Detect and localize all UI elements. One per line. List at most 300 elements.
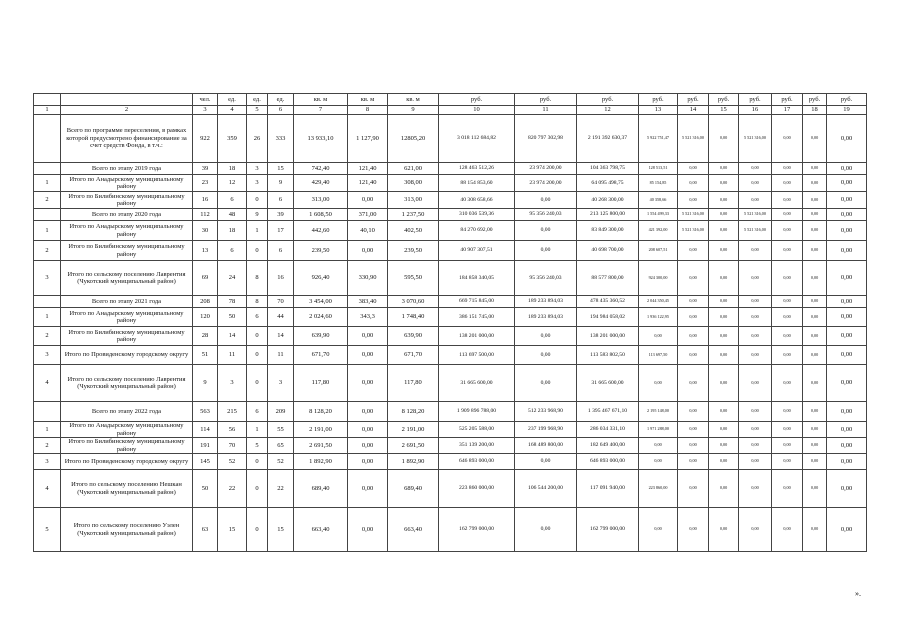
row-number-cell: 1 (34, 175, 61, 192)
value-cell: 0,00 (739, 296, 772, 308)
value-cell: 182 649 400,00 (577, 438, 639, 454)
value-cell: 0,00 (772, 115, 803, 163)
value-cell: 0,00 (348, 192, 388, 209)
value-cell: 0,00 (827, 438, 867, 454)
table-row (34, 241, 867, 261)
row-name-cell: Всего по этапу 2021 года (61, 296, 193, 308)
value-cell: 1 395 467 671,10 (577, 402, 639, 422)
unit-cell: руб. (439, 94, 515, 106)
row-number-cell (34, 296, 61, 308)
value-cell: 24 (218, 261, 247, 296)
value-cell: 6 (268, 241, 294, 261)
value-cell: 0,00 (803, 192, 827, 209)
value-cell: 671,70 (388, 346, 439, 365)
value-cell: 85 154,85 (639, 175, 678, 192)
value-cell: 0 (247, 192, 268, 209)
value-cell: 0,00 (348, 508, 388, 552)
value-cell: 13 933,10 (294, 115, 348, 163)
value-cell: 286 034 331,10 (577, 422, 639, 438)
row-name-cell: Всего по этапу 2019 года (61, 163, 193, 175)
value-cell: 0 (247, 327, 268, 346)
value-cell: 112 (193, 209, 218, 221)
value-cell: 0,00 (739, 261, 772, 296)
value-cell: 70 (268, 296, 294, 308)
value-cell: 31 665 600,00 (439, 365, 515, 402)
value-cell: 0,00 (709, 221, 739, 241)
value-cell: 0,00 (772, 163, 803, 175)
value-cell: 383,40 (348, 296, 388, 308)
value-cell: 40 907 307,51 (439, 241, 515, 261)
value-cell: 0,00 (827, 261, 867, 296)
value-cell: 63 (193, 508, 218, 552)
unit-cell (34, 94, 61, 106)
row-number-cell: 4 (34, 470, 61, 508)
unit-cell: руб. (827, 94, 867, 106)
value-cell: 0,00 (709, 209, 739, 221)
value-cell: 3 (247, 163, 268, 175)
table-row (34, 327, 867, 346)
row-number-cell: 3 (34, 346, 61, 365)
value-cell: 0,00 (348, 454, 388, 470)
value-cell: 1 (247, 221, 268, 241)
value-cell: 0,00 (678, 241, 709, 261)
value-cell: 191 (193, 438, 218, 454)
row-number-cell: 4 (34, 365, 61, 402)
row-name-cell: Итого по Анадырскому муниципальному району (61, 175, 193, 192)
value-cell: 0,00 (827, 365, 867, 402)
value-cell: 0 (247, 346, 268, 365)
table-row (34, 346, 867, 365)
value-cell: 663,40 (294, 508, 348, 552)
value-cell: 0,00 (772, 365, 803, 402)
value-cell: 15 (268, 163, 294, 175)
value-cell: 2 191,00 (388, 422, 439, 438)
value-cell: 0,00 (709, 327, 739, 346)
value-cell: 40 698 700,00 (577, 241, 639, 261)
table-row (34, 308, 867, 327)
value-cell: 0 (247, 454, 268, 470)
value-cell: 14 (218, 327, 247, 346)
value-cell: 0,00 (709, 163, 739, 175)
value-cell: 0,00 (639, 438, 678, 454)
value-cell: 0,00 (739, 454, 772, 470)
value-cell: 0,00 (827, 296, 867, 308)
table-row (34, 115, 867, 163)
value-cell: 5 521 316,00 (739, 209, 772, 221)
value-cell: 121,40 (348, 163, 388, 175)
value-cell: 926,40 (294, 261, 348, 296)
value-cell: 0,00 (803, 163, 827, 175)
value-cell: 83 849 300,00 (577, 221, 639, 241)
value-cell: 0,00 (772, 209, 803, 221)
value-cell: 0,00 (709, 454, 739, 470)
value-cell: 30 (193, 221, 218, 241)
value-cell: 18 (218, 221, 247, 241)
value-cell: 3 454,00 (294, 296, 348, 308)
value-cell: 117,80 (388, 365, 439, 402)
column-number-cell: 8 (348, 106, 388, 115)
value-cell: 16 (193, 192, 218, 209)
value-cell: 239,50 (294, 241, 348, 261)
value-cell: 0,00 (678, 365, 709, 402)
column-number-cell: 16 (739, 106, 772, 115)
value-cell: 189 233 894,03 (515, 308, 577, 327)
value-cell: 113 697 500,00 (439, 346, 515, 365)
value-cell: 669 715 845,00 (439, 296, 515, 308)
value-cell: 3 018 112 684,82 (439, 115, 515, 163)
value-cell: 442,60 (294, 221, 348, 241)
value-cell: 924 300,00 (639, 261, 678, 296)
unit-cell: руб. (678, 94, 709, 106)
value-cell: 0,00 (803, 346, 827, 365)
value-cell: 0,00 (348, 438, 388, 454)
value-cell: 26 (247, 115, 268, 163)
value-cell: 50 (193, 470, 218, 508)
value-cell: 563 (193, 402, 218, 422)
value-cell: 0,00 (678, 346, 709, 365)
value-cell: 0,00 (709, 365, 739, 402)
value-cell: 0,00 (678, 296, 709, 308)
value-cell: 0,00 (709, 402, 739, 422)
value-cell: 0 (247, 470, 268, 508)
value-cell: 106 544 200,00 (515, 470, 577, 508)
table-row (34, 192, 867, 209)
value-cell: 40 308 658,66 (439, 192, 515, 209)
value-cell: 2 195 148,00 (639, 402, 678, 422)
value-cell: 0,00 (709, 175, 739, 192)
value-cell: 0,00 (515, 327, 577, 346)
row-number-cell: 1 (34, 308, 61, 327)
value-cell: 2 024,60 (294, 308, 348, 327)
value-cell: 0,00 (348, 346, 388, 365)
value-cell: 1 892,90 (388, 454, 439, 470)
value-cell: 64 095 498,75 (577, 175, 639, 192)
value-cell: 0,00 (739, 327, 772, 346)
value-cell: 0,00 (515, 346, 577, 365)
table-row (34, 422, 867, 438)
value-cell: 3 (218, 365, 247, 402)
value-cell: 5 521 316,00 (678, 221, 709, 241)
value-cell: 0,00 (739, 192, 772, 209)
value-cell: 0,00 (678, 438, 709, 454)
value-cell: 0,00 (515, 508, 577, 552)
value-cell: 65 (268, 438, 294, 454)
value-cell: 117,80 (294, 365, 348, 402)
row-name-cell: Итого по Билибинскому муниципальному району (61, 327, 193, 346)
column-number-cell: 15 (709, 106, 739, 115)
value-cell: 0,00 (348, 365, 388, 402)
value-cell: 51 (193, 346, 218, 365)
value-cell: 0,00 (678, 470, 709, 508)
value-cell: 113 583 802,50 (577, 346, 639, 365)
value-cell: 5 (247, 438, 268, 454)
value-cell: 0,00 (678, 454, 709, 470)
column-number-cell: 5 (247, 106, 268, 115)
row-number-cell: 2 (34, 241, 61, 261)
value-cell: 512 233 968,90 (515, 402, 577, 422)
value-cell: 0,00 (348, 422, 388, 438)
table-body (34, 94, 867, 552)
value-cell: 55 (268, 422, 294, 438)
table-row (34, 438, 867, 454)
value-cell: 0,00 (803, 175, 827, 192)
column-number-row (34, 106, 867, 115)
value-cell: 128 513,51 (639, 163, 678, 175)
value-cell: 2 044 350,45 (639, 296, 678, 308)
value-cell: 0,00 (348, 402, 388, 422)
value-cell: 8 (247, 261, 268, 296)
unit-cell: руб. (772, 94, 803, 106)
value-cell: 0,00 (709, 508, 739, 552)
value-cell: 639,90 (388, 327, 439, 346)
value-cell: 0,00 (772, 327, 803, 346)
value-cell: 0,00 (803, 454, 827, 470)
value-cell: 0,00 (803, 115, 827, 163)
value-cell: 23 974 200,00 (515, 175, 577, 192)
value-cell: 2 191 392 630,37 (577, 115, 639, 163)
row-number-cell: 3 (34, 454, 61, 470)
value-cell: 0,00 (739, 308, 772, 327)
value-cell: 0,00 (709, 308, 739, 327)
value-cell: 56 (218, 422, 247, 438)
value-cell: 113 697,50 (639, 346, 678, 365)
value-cell: 22 (218, 470, 247, 508)
unit-cell: ед. (218, 94, 247, 106)
value-cell: 95 356 240,03 (515, 261, 577, 296)
value-cell: 2 691,50 (388, 438, 439, 454)
row-number-cell: 2 (34, 327, 61, 346)
value-cell: 0,00 (515, 454, 577, 470)
value-cell: 95 356 240,03 (515, 209, 577, 221)
value-cell: 0,00 (772, 241, 803, 261)
unit-cell: руб. (577, 94, 639, 106)
column-number-cell: 6 (268, 106, 294, 115)
closing-quote-mark: ». (855, 589, 861, 598)
unit-cell: кв. м (348, 94, 388, 106)
column-number-cell: 13 (639, 106, 678, 115)
value-cell: 5 521 316,00 (739, 115, 772, 163)
value-cell: 5 521 316,00 (678, 209, 709, 221)
value-cell: 0,00 (827, 241, 867, 261)
value-cell: 0,00 (827, 308, 867, 327)
row-name-cell: Итого по сельскому поселению Уэлен (Чукотский муниципальный район) (61, 508, 193, 552)
row-number-cell: 1 (34, 221, 61, 241)
value-cell: 209 (268, 402, 294, 422)
value-cell: 9 (268, 175, 294, 192)
value-cell: 0,00 (803, 508, 827, 552)
value-cell: 23 (193, 175, 218, 192)
table-row (34, 209, 867, 221)
value-cell: 0,00 (827, 470, 867, 508)
value-cell: 0,00 (772, 470, 803, 508)
unit-cell: руб. (739, 94, 772, 106)
value-cell: 0,00 (348, 470, 388, 508)
value-cell: 0,00 (803, 365, 827, 402)
value-cell: 0,00 (709, 346, 739, 365)
value-cell: 0,00 (678, 422, 709, 438)
value-cell: 0,00 (639, 508, 678, 552)
value-cell: 0,00 (827, 209, 867, 221)
column-number-cell: 9 (388, 106, 439, 115)
value-cell: 138 201 000,00 (439, 327, 515, 346)
row-name-cell: Итого по Билибинскому муниципальному району (61, 438, 193, 454)
value-cell: 0,00 (827, 221, 867, 241)
column-number-cell: 12 (577, 106, 639, 115)
value-cell: 313,00 (294, 192, 348, 209)
value-cell: 0,00 (709, 422, 739, 438)
column-number-cell: 17 (772, 106, 803, 115)
value-cell: 6 (268, 192, 294, 209)
value-cell: 0,00 (678, 163, 709, 175)
value-cell: 1 608,50 (294, 209, 348, 221)
table-row (34, 261, 867, 296)
value-cell: 0,00 (772, 221, 803, 241)
value-cell: 639,90 (294, 327, 348, 346)
value-cell: 1 127,90 (348, 115, 388, 163)
value-cell: 0,00 (639, 327, 678, 346)
table-row (34, 402, 867, 422)
value-cell: 13 (193, 241, 218, 261)
table-row (34, 175, 867, 192)
value-cell: 429,40 (294, 175, 348, 192)
value-cell: 28 (193, 327, 218, 346)
row-name-cell: Всего по программе переселения, в рамках которой предусмотрено финансирование за счет средств Фонда, в т.ч.: (61, 115, 193, 163)
value-cell: 0,00 (827, 163, 867, 175)
value-cell: 333 (268, 115, 294, 163)
value-cell: 0,00 (772, 296, 803, 308)
value-cell: 6 (247, 308, 268, 327)
value-cell: 11 (218, 346, 247, 365)
value-cell: 0,00 (709, 192, 739, 209)
value-cell: 0,00 (827, 508, 867, 552)
value-cell: 18 (218, 163, 247, 175)
value-cell: 84 270 692,00 (439, 221, 515, 241)
unit-cell (61, 94, 193, 106)
value-cell: 0 (247, 508, 268, 552)
value-cell: 69 (193, 261, 218, 296)
value-cell: 1 748,40 (388, 308, 439, 327)
value-cell: 0,00 (739, 402, 772, 422)
value-cell: 0,00 (709, 470, 739, 508)
column-number-cell: 4 (218, 106, 247, 115)
row-name-cell: Итого по Провиденскому городскому округу (61, 454, 193, 470)
row-name-cell: Итого по сельскому поселению Нешкан (Чукотский муниципальный район) (61, 470, 193, 508)
value-cell: 22 (268, 470, 294, 508)
value-cell: 421 392,00 (639, 221, 678, 241)
value-cell: 671,70 (294, 346, 348, 365)
value-cell: 1 971 288,00 (639, 422, 678, 438)
value-cell: 0,00 (772, 261, 803, 296)
value-cell: 0,00 (678, 192, 709, 209)
value-cell: 343,3 (348, 308, 388, 327)
value-cell: 48 (218, 209, 247, 221)
value-cell: 0,00 (772, 346, 803, 365)
row-name-cell: Итого по Анадырскому муниципальному району (61, 422, 193, 438)
value-cell: 145 (193, 454, 218, 470)
value-cell: 0,00 (678, 327, 709, 346)
value-cell: 15 (268, 508, 294, 552)
row-name-cell: Итого по сельскому поселению Лаврентия (Чукотский муниципальный район) (61, 261, 193, 296)
value-cell: 50 (218, 308, 247, 327)
value-cell: 0,00 (803, 241, 827, 261)
row-number-cell (34, 209, 61, 221)
unit-cell: ед. (247, 94, 268, 106)
value-cell: 104 363 798,75 (577, 163, 639, 175)
column-number-cell: 14 (678, 106, 709, 115)
value-cell: 239,50 (388, 241, 439, 261)
value-cell: 162 799 000,00 (439, 508, 515, 552)
value-cell: 0,00 (772, 422, 803, 438)
value-cell: 351 139 200,00 (439, 438, 515, 454)
value-cell: 9 (193, 365, 218, 402)
value-cell: 0,00 (803, 402, 827, 422)
value-cell: 114 (193, 422, 218, 438)
value-cell: 0,00 (803, 261, 827, 296)
value-cell: 0,00 (515, 241, 577, 261)
value-cell: 15 (218, 508, 247, 552)
value-cell: 8 128,20 (294, 402, 348, 422)
value-cell: 194 984 058,02 (577, 308, 639, 327)
value-cell: 0,00 (739, 175, 772, 192)
value-cell: 646 893 000,00 (439, 454, 515, 470)
column-number-cell: 1 (34, 106, 61, 115)
value-cell: 1 237,50 (388, 209, 439, 221)
column-number-cell: 7 (294, 106, 348, 115)
value-cell: 0,00 (348, 241, 388, 261)
value-cell: 78 (218, 296, 247, 308)
value-cell: 0,00 (772, 308, 803, 327)
row-number-cell: 2 (34, 438, 61, 454)
value-cell: 208 (193, 296, 218, 308)
value-cell: 162 799 000,00 (577, 508, 639, 552)
value-cell: 128 463 512,26 (439, 163, 515, 175)
value-cell: 0,00 (678, 175, 709, 192)
value-cell: 6 (218, 192, 247, 209)
value-cell: 17 (268, 221, 294, 241)
table-row (34, 365, 867, 402)
value-cell: 1 936 122,95 (639, 308, 678, 327)
value-cell: 0,00 (739, 346, 772, 365)
value-cell: 0,00 (803, 422, 827, 438)
value-cell: 2 691,50 (294, 438, 348, 454)
value-cell: 0,00 (739, 163, 772, 175)
units-row (34, 94, 867, 106)
value-cell: 0 (247, 241, 268, 261)
value-cell: 120 (193, 308, 218, 327)
value-cell: 117 091 940,00 (577, 470, 639, 508)
value-cell: 88 577 800,00 (577, 261, 639, 296)
resettlement-program-table (33, 93, 867, 552)
value-cell: 0,00 (678, 508, 709, 552)
value-cell: 208 607,51 (639, 241, 678, 261)
row-number-cell: 2 (34, 192, 61, 209)
value-cell: 689,40 (294, 470, 348, 508)
unit-cell: руб. (515, 94, 577, 106)
value-cell: 359 (218, 115, 247, 163)
value-cell: 3 070,60 (388, 296, 439, 308)
row-name-cell: Всего по этапу 2020 года (61, 209, 193, 221)
value-cell: 663,40 (388, 508, 439, 552)
value-cell: 1 (247, 422, 268, 438)
value-cell: 0,00 (709, 261, 739, 296)
value-cell: 0,00 (803, 470, 827, 508)
row-name-cell: Итого по Анадырскому муниципальному району (61, 308, 193, 327)
value-cell: 0,00 (709, 241, 739, 261)
value-cell: 0,00 (827, 327, 867, 346)
value-cell: 0,00 (709, 296, 739, 308)
value-cell: 8 (247, 296, 268, 308)
value-cell: 0,00 (709, 115, 739, 163)
